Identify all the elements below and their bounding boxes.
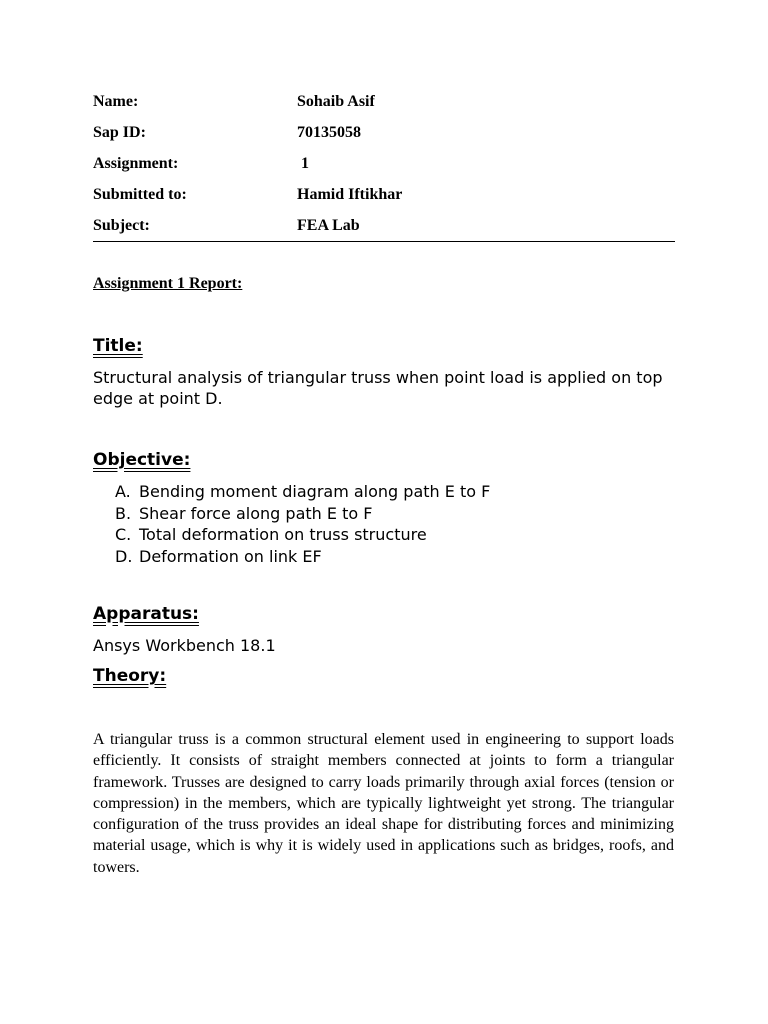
assignment-label: Assignment: [93, 154, 179, 172]
objective-item [93, 546, 490, 568]
objective-heading: Objective: [93, 450, 191, 470]
submitted-to-label: Submitted to: [93, 185, 187, 203]
subject-value: FEA Lab [297, 216, 360, 234]
apparatus-heading: Apparatus: [93, 604, 199, 624]
objective-text: Bending moment diagram along path E to F [139, 482, 491, 501]
objective-text: Deformation on link EF [139, 546, 322, 566]
objective-marker: B. [115, 503, 132, 523]
objective-marker: D. [115, 546, 133, 566]
objective-list [93, 481, 490, 567]
objective-item [93, 524, 490, 546]
title-heading: Title: [93, 336, 143, 356]
sap-id-label: Sap ID: [93, 123, 146, 141]
subject-label: Subject: [93, 216, 150, 234]
info-row-name [93, 86, 675, 117]
theory-paragraph: A triangular truss is a common structural element used in engineering to support loads efficiently. It consists of straight members connected at joints to form a triangular framework. Trusses are designed to carry loads primarily through axial forces (tension or compression) in the members, which are typically lightweight yet strong. The triangular configuration of the truss provides an ideal shape for distributing forces and minimizing material usage, which is why it is widely used in applications such as bridges, roofs, and towers. [93, 731, 674, 876]
objective-text: Shear force along path E to F [139, 503, 373, 523]
objective-marker: C. [115, 525, 132, 544]
info-row-sap-id [93, 117, 675, 148]
name-value: Sohaib Asif [297, 92, 375, 110]
student-info-table [93, 86, 675, 242]
info-row-assignment [93, 148, 675, 179]
theory-heading: Theory: [93, 666, 167, 686]
info-row-submitted-to [93, 179, 675, 210]
assignment-value: 1 [297, 154, 309, 172]
name-label: Name: [93, 92, 139, 110]
objective-text: Total deformation on truss structure [139, 525, 427, 544]
apparatus-text: Ansys Workbench 18.1 [93, 636, 276, 655]
objective-item [93, 503, 490, 525]
title-text: Structural analysis of triangular truss when point load is applied on top edge at point D. [93, 368, 663, 408]
report-heading: Assignment 1 Report: [93, 275, 243, 292]
sap-id-value: 70135058 [297, 123, 361, 141]
info-row-subject [93, 210, 675, 241]
objective-marker: A. [115, 482, 131, 501]
objective-item [93, 481, 490, 503]
submitted-to-value: Hamid Iftikhar [297, 185, 403, 203]
